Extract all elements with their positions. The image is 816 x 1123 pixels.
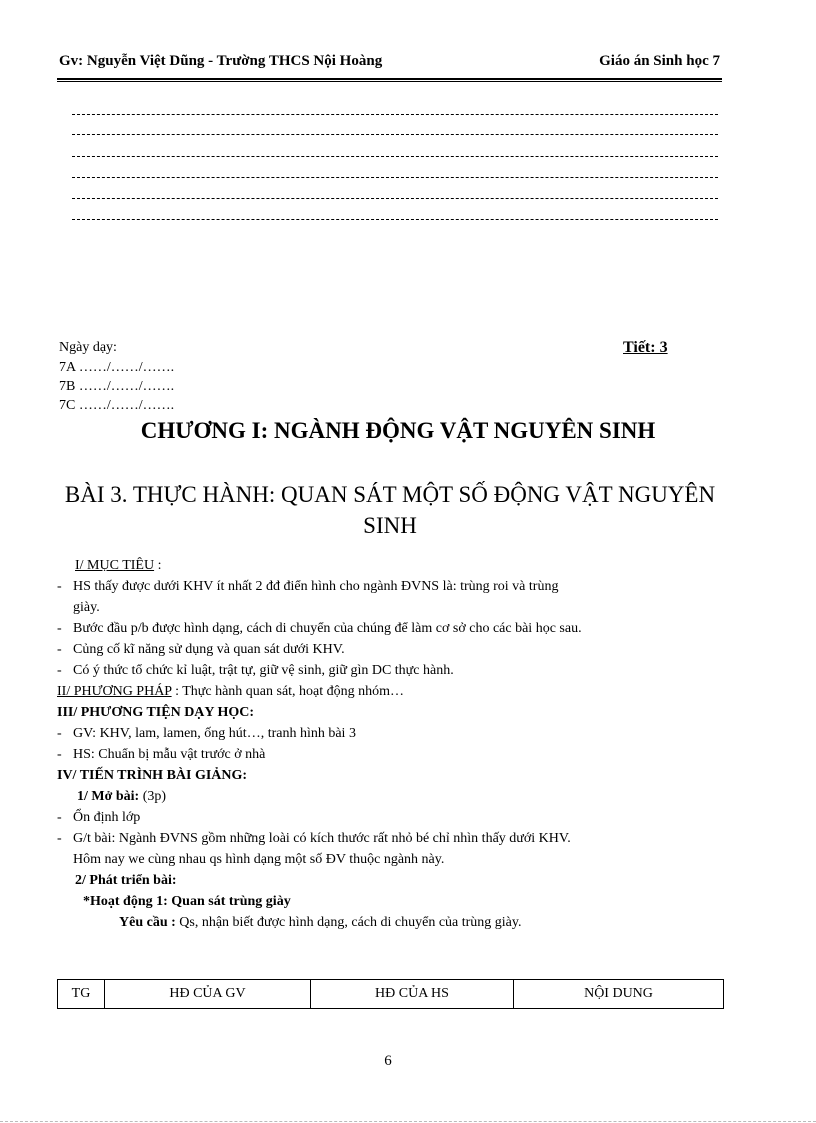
method-text: Thực hành quan sát, hoạt động nhóm…: [178, 684, 405, 699]
page-header-subject: Giáo án Sinh học 7: [599, 53, 720, 69]
objective-item-continued: [57, 597, 727, 618]
material-item: - GV: KHV, lam, lamen, ống hút…, tranh hình bài 3: [57, 726, 356, 741]
column-header-time: TG: [58, 980, 105, 1009]
intro-text: G/t bài: Ngành ĐVNS gồm những loài có kích thước rất nhỏ bé chỉ nhìn thấy dưới KHV.: [73, 831, 571, 846]
note-line: [72, 219, 718, 220]
objective-text: Bước đầu p/b được hình dạng, cách di chuyển của chúng để làm cơ sở cho các bài học sau.: [73, 621, 582, 636]
intro-item-continued: [57, 849, 727, 870]
objective-item: - Có ý thức tổ chức kỉ luật, trật tự, giữ vệ sinh, giữ gìn DC thực hành.: [57, 663, 454, 678]
method-line: [57, 681, 727, 702]
header-divider: [57, 78, 722, 82]
class-7c-date: 7C ……/……/…….: [59, 398, 175, 413]
method-colon: :: [171, 684, 179, 699]
objective-text: HS thấy được dưới KHV ít nhất 2 đđ điển hình cho ngành ĐVNS là: trùng roi và trùng: [73, 579, 559, 594]
note-line: [72, 177, 718, 178]
requirement-text: Qs, nhận biết được hình dạng, cách di chuyển của trùng giày.: [175, 915, 522, 930]
material-text: GV: KHV, lam, lamen, ống hút…, tranh hình bài 3: [73, 726, 356, 741]
develop-label: 2/ Phát triển bài:: [75, 873, 177, 888]
column-header-teacher-activity: HĐ CỦA GV: [105, 980, 311, 1009]
note-line: [72, 156, 718, 157]
column-header-student-activity: HĐ CỦA HS: [311, 980, 514, 1009]
method-heading: II/ PHƯƠNG PHÁP: [57, 684, 172, 699]
class-7b-date: 7B ……/……/…….: [59, 379, 175, 394]
note-line: [72, 114, 718, 115]
chapter-title: CHƯƠNG I: NGÀNH ĐỘNG VẬT NGUYÊN SINH: [140, 418, 656, 443]
objective-text: Củng cố kĩ năng sử dụng và quan sát dưới KHV.: [73, 642, 345, 657]
process-heading: IV/ TIẾN TRÌNH BÀI GIẢNG:: [57, 768, 248, 783]
column-header-content: NỘI DUNG: [514, 980, 724, 1009]
intro-text: Ổn định lớp: [73, 810, 141, 825]
objectives-heading-line: [57, 555, 727, 576]
lesson-plan-table: [57, 979, 724, 1009]
period-number: Tiết: 3: [623, 339, 668, 356]
lesson-content: [57, 555, 727, 933]
intro-item: - G/t bài: Ngành ĐVNS gồm những loài có kích thước rất nhỏ bé chỉ nhìn thấy dưới KHV.: [57, 831, 571, 846]
intro-line: [57, 786, 727, 807]
material-text: HS: Chuẩn bị mẫu vật trước ở nhà: [73, 747, 266, 762]
intro-label: 1/ Mở bài:: [77, 789, 140, 804]
intro-item: - Ổn định lớp: [57, 810, 141, 825]
table-header-row: [58, 980, 724, 1009]
objective-item: - HS thấy được dưới KHV ít nhất 2 đđ điển hình cho ngành ĐVNS là: trùng roi và trùng: [57, 579, 559, 594]
note-line: [72, 134, 718, 135]
teaching-date-label: Ngày dạy:: [59, 340, 117, 355]
page-number: 6: [384, 1053, 392, 1069]
objectives-heading: I/ MỤC TIÊU: [75, 558, 155, 573]
lesson-title: BÀI 3. THỰC HÀNH: QUAN SÁT MỘT SỐ ĐỘNG VẬT NGUYÊN SINH: [64, 482, 716, 538]
materials-heading: III/ PHƯƠNG TIỆN DẠY HỌC:: [57, 705, 255, 720]
requirement-line: [57, 912, 727, 933]
objectives-colon: :: [154, 558, 162, 573]
objective-text: giày.: [73, 600, 100, 615]
objective-item: - Củng cố kĩ năng sử dụng và quan sát dưới KHV.: [57, 642, 345, 657]
page-header-teacher: Gv: Nguyễn Việt Dũng - Trường THCS Nội Hoàng: [59, 53, 383, 69]
requirement-label: Yêu cầu :: [119, 915, 176, 930]
note-line: [72, 198, 718, 199]
class-7a-date: 7A ……/……/…….: [59, 360, 175, 375]
activity-1-title: *Hoạt động 1: Quan sát trùng giày: [83, 894, 291, 909]
objective-item: - Bước đầu p/b được hình dạng, cách di chuyển của chúng để làm cơ sở cho các bài học sau.: [57, 621, 582, 636]
material-item: - HS: Chuẩn bị mẫu vật trước ở nhà: [57, 747, 266, 762]
page-edge: [0, 1121, 816, 1122]
intro-text: Hôm nay we cùng nhau qs hình dạng một số ĐV thuộc ngành này.: [73, 852, 445, 867]
objective-text: Có ý thức tổ chức kỉ luật, trật tự, giữ vệ sinh, giữ gìn DC thực hành.: [73, 663, 454, 678]
intro-time: (3p): [139, 789, 167, 804]
